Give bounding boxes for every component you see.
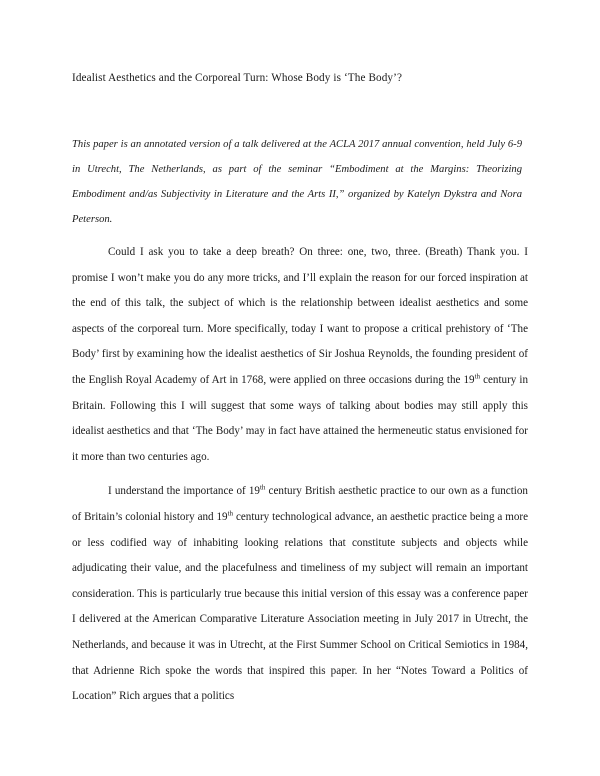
superscript: th [474, 372, 481, 381]
abstract-note: This paper is an annotated version of a talk delivered at the ACLA 2017 annual convention, held July 6-9 in Utrecht, The Netherlands, as part of the seminar “Embodiment at the Margins: Theorizing Embodiment and/as Subjectivity in Literature and the Arts II,” organized by Katelyn Dykstra and Nora Peterson. [72, 139, 522, 225]
superscript: th [259, 483, 266, 492]
paragraph-2-text-b: century British aesthetic practice to our own as a function of Britain’s colonial history and 19 [72, 485, 528, 523]
document-title: Idealist Aesthetics and the Corporeal Turn: Whose Body is ‘The Body’? [72, 72, 403, 84]
paragraph-2-text-c: century technological advance, an aesthetic practice being a more or less codified way of inhabiting looking relations that constitute subjects and objects while adjudicating their value, and the placefulness and timeliness of my subject will remain an important consideration. This is particularly true because this initial version of this essay was a conference paper I delivered at the American Comparative Literature Association meeting in July 2017 in Utrecht, the Netherlands, and because it was in Utrecht, at the First Summer School on Critical Semiotics in 1984, that Adrienne Rich spoke the words that inspired this paper. In her “Notes Toward a Politics of Location” Rich argues that a politics [72, 510, 529, 703]
body-text [72, 240, 528, 719]
paragraph-1 [72, 240, 528, 470]
paragraph-1-text-b: century in Britain. Following this I will suggest that some ways of talking about bodies may still apply this idealist aesthetics and that ‘The Body’ may in fact have attained the hermeneutic status envisioned for it more than two centuries ago. [72, 373, 528, 463]
superscript: th [227, 509, 234, 518]
paragraph-1-text-a: Could I ask you to take a deep breath? On three: one, two, three. (Breath) Thank you. I promise I won’t make you do any more tricks, and I’ll explain the reason for our forced inspiration at the end of this talk, the subject of which is the relationship between idealist aesthetics and some aspects of the corporeal turn. More specifically, today I want to propose a critical prehistory of ‘The Body’ first by examining how the idealist aesthetics of Sir Joshua Reynolds, the founding president of the English Royal Academy of Art in 1768, were applied on three occasions during the 19 [72, 246, 528, 386]
paragraph-2-text-a: I understand the importance of 19 [108, 485, 260, 498]
paragraph-2 [72, 479, 528, 709]
